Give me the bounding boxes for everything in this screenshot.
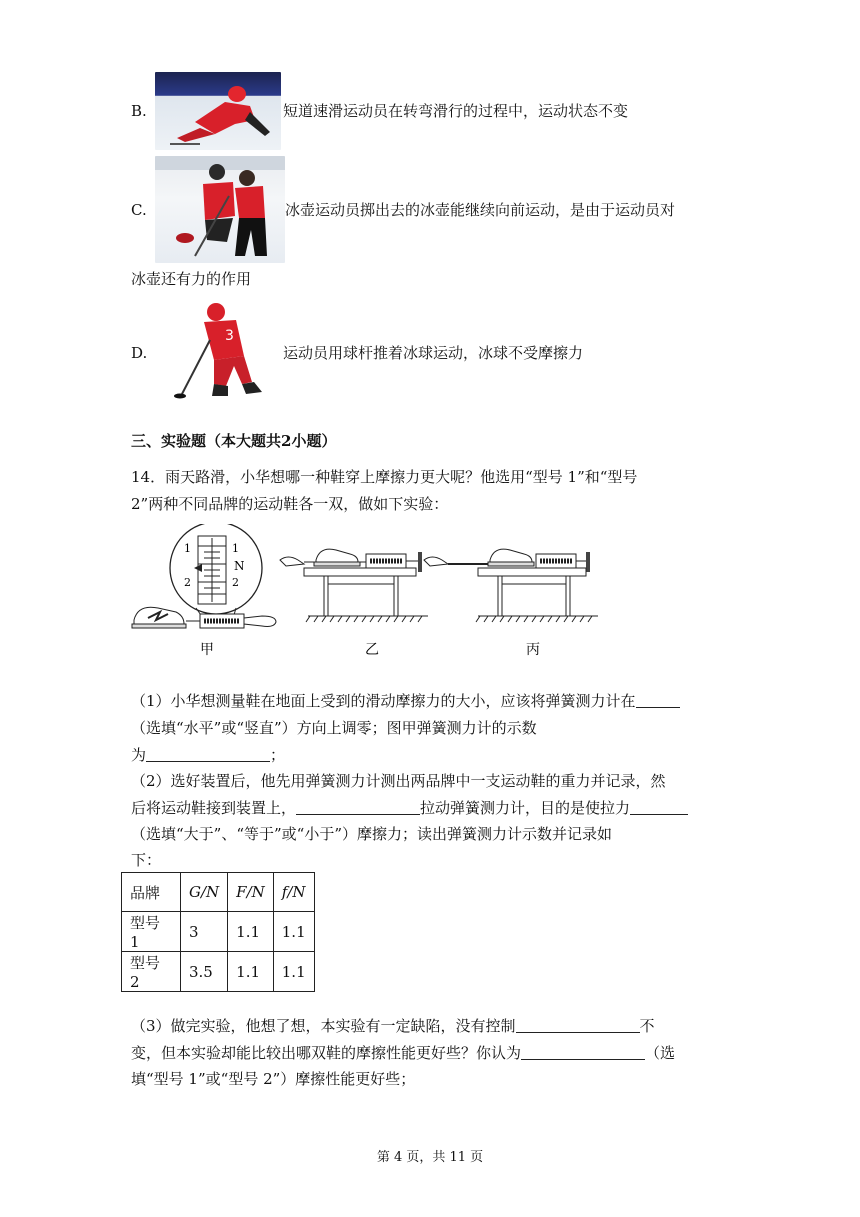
- table-top-icon: [478, 568, 586, 576]
- option-b-letter: B.: [131, 102, 147, 120]
- figure-label-jia: 甲: [200, 642, 214, 658]
- experiment-figure: [128, 524, 608, 664]
- option-c-text: 冰壶运动员掷出去的冰壶能继续向前运动，是由于运动员对: [285, 201, 676, 219]
- table-row: [122, 912, 315, 952]
- table-cell: 3.5: [181, 952, 228, 992]
- answer-blank-5[interactable]: [516, 1016, 640, 1033]
- gauge-magnifier: [170, 524, 262, 614]
- q14-p1-line3: 为 ；: [131, 746, 286, 764]
- table-header: G/N: [181, 873, 228, 912]
- table-cell: 1.1: [273, 952, 314, 992]
- hand-icon: [424, 557, 448, 566]
- q14-p2-line3: （选填“大于”、“等于”或“小于”）摩擦力；读出弹簧测力计示数并记录如: [131, 825, 613, 843]
- hand-icon: [244, 616, 276, 627]
- curling-photo: [155, 156, 285, 263]
- table-cell: 1.1: [228, 912, 274, 952]
- shoe-icon: [132, 607, 186, 628]
- table-header-row: [122, 873, 315, 912]
- svg-text:3: 3: [225, 328, 234, 344]
- answer-blank-1[interactable]: [636, 691, 680, 708]
- table-top-icon: [304, 568, 416, 576]
- q14-p3-line1: （3）做完实验，他想了想，本实验有一定缺陷，没有控制 不: [131, 1017, 655, 1035]
- q14-p2-line2: 后将运动鞋接到装置上， 拉动弹簧测力计，目的是使拉力: [131, 797, 688, 819]
- gauge-mark-2: 1: [232, 542, 239, 555]
- answer-blank-3[interactable]: [296, 798, 420, 815]
- gauge-mark-4: 2: [232, 576, 239, 589]
- table-cell: 型号 1: [122, 912, 181, 952]
- option-c-continuation: 冰壶还有力的作用: [131, 270, 252, 288]
- table-header: F/N: [228, 873, 274, 912]
- figure-label-yi: 乙: [365, 642, 379, 658]
- table-header: f/N: [273, 873, 314, 912]
- answer-blank-2[interactable]: [146, 745, 270, 762]
- shoe-icon: [488, 549, 534, 566]
- table-header: 品牌: [122, 873, 181, 912]
- table-cell: 1.1: [273, 912, 314, 952]
- shoe-friction-table: [121, 872, 315, 992]
- q14-p3-line2: 变，但本实验却能比较出哪双鞋的摩擦性能更好些？你认为 （选: [131, 1044, 676, 1062]
- q14-p2-line1: （2）选好装置后，他先用弹簧测力计测出两品牌中一支运动鞋的重力并记录，然: [131, 772, 666, 790]
- gauge-unit: N: [234, 559, 245, 573]
- q14-p2-line4: 下：: [131, 851, 162, 869]
- figure-label-bing: 丙: [526, 642, 540, 658]
- table-cell: 1.1: [228, 952, 274, 992]
- table-cell: 3: [181, 912, 228, 952]
- gauge-mark-1: 1: [184, 542, 191, 555]
- shoe-icon: [314, 549, 360, 566]
- section-heading: 三、实验题（本大题共2小题）: [131, 432, 337, 450]
- ice-hockey-photo: [170, 300, 282, 406]
- q14-p1-line2: （选填“水平”或“竖直”）方向上调零；图甲弹簧测力计的示数: [131, 719, 537, 737]
- option-d-text: 运动员用球杆推着冰球运动，冰球不受摩擦力: [283, 344, 584, 362]
- page-number-footer: 第 4 页，共 11 页: [376, 1150, 484, 1165]
- q14-p1-line1: （1）小华想测量鞋在地面上受到的滑动摩擦力的大小，应该将弹簧测力计在: [131, 690, 680, 712]
- answer-blank-6[interactable]: [521, 1043, 645, 1060]
- answer-blank-4[interactable]: [630, 798, 688, 815]
- option-d-letter: D.: [131, 344, 148, 362]
- hand-icon: [280, 557, 304, 566]
- table-cell: 型号 2: [122, 952, 181, 992]
- option-b-text: 短道速滑运动员在转弯滑行的过程中，运动状态不变: [283, 102, 629, 120]
- gauge-mark-3: 2: [184, 576, 191, 589]
- option-c-letter: C.: [131, 201, 147, 219]
- speed-skater-photo: [155, 72, 281, 150]
- q14-intro-line2: 2”两种不同品牌的运动鞋各一双，做如下实验：: [131, 495, 449, 513]
- q14-p3-line3: 填“型号 1”或“型号 2”）摩擦性能更好些；: [131, 1070, 416, 1088]
- q14-intro-line1: 14．雨天路滑，小华想哪一种鞋穿上摩擦力更大呢？他选用“型号 1”和“型号: [131, 468, 638, 486]
- table-row: [122, 952, 315, 992]
